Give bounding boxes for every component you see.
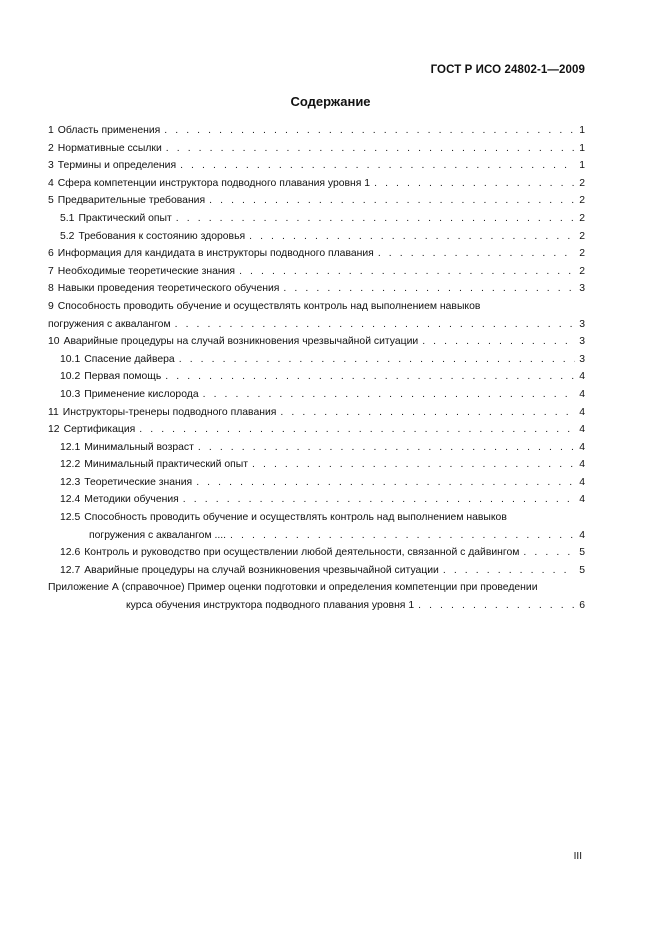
toc-entry-number: 2 bbox=[48, 142, 54, 154]
dot-leader bbox=[252, 456, 575, 474]
toc-entry-page: 4 bbox=[579, 459, 585, 471]
toc-entry-10-3[interactable] bbox=[48, 386, 585, 404]
toc-entry-title: Минимальный практический опыт bbox=[84, 459, 249, 471]
toc-entry-10[interactable] bbox=[48, 333, 585, 351]
toc-entry-continuation bbox=[60, 527, 585, 545]
toc-entry-12-2[interactable] bbox=[48, 456, 585, 474]
toc-entry-title: Первая помощь bbox=[84, 371, 162, 383]
toc-entry-title: Контроль и руководство при осуществлении любой деятельности, связанной с дайвингом bbox=[84, 547, 520, 559]
toc-entry-line: Приложение А (справочное) Пример оценки подготовки и определения компетенции при проведении bbox=[48, 582, 538, 594]
toc-entry-10-2[interactable] bbox=[48, 368, 585, 386]
dot-leader bbox=[209, 192, 575, 210]
toc-entry-title: Сфера компетенции инструктора подводного плавания уровня 1 bbox=[57, 177, 371, 189]
toc-entry-number: 12.6 bbox=[60, 547, 81, 559]
dot-leader bbox=[176, 210, 575, 228]
toc-entry-page: 4 bbox=[579, 371, 585, 383]
toc-entry-page: 2 bbox=[579, 265, 585, 277]
page-number: III bbox=[573, 851, 582, 862]
toc-entry-title: Сертификация bbox=[63, 424, 136, 436]
toc-entry-6[interactable] bbox=[48, 245, 585, 263]
toc-entry-12-1[interactable] bbox=[48, 439, 585, 457]
dot-leader bbox=[374, 175, 575, 193]
toc-entry-page: 1 bbox=[579, 142, 585, 154]
toc-entry-continuation bbox=[48, 597, 585, 615]
toc-entry-7[interactable] bbox=[48, 263, 585, 281]
toc-entry-5-1[interactable] bbox=[48, 210, 585, 228]
toc-entry-page: 4 bbox=[579, 476, 585, 488]
toc-entry-title: Аварийные процедуры на случай возникновения чрезвычайной ситуации bbox=[84, 564, 439, 576]
toc-entry-page: 4 bbox=[579, 529, 585, 541]
dot-leader bbox=[175, 316, 575, 334]
toc-entry-12-5[interactable] bbox=[48, 509, 585, 544]
toc-entry-page: 4 bbox=[579, 388, 585, 400]
toc-entry-number: 7 bbox=[48, 265, 54, 277]
toc-entry-12-7[interactable] bbox=[48, 562, 585, 580]
toc-entry-page: 2 bbox=[579, 248, 585, 260]
toc-entry-title: Область применения bbox=[57, 125, 161, 136]
toc-entry-number: 9 bbox=[48, 300, 54, 312]
toc-entry-title: Требования к состоянию здоровья bbox=[78, 230, 246, 242]
toc-entry-title: Инструкторы-тренеры подводного плавания bbox=[62, 406, 277, 418]
table-of-contents bbox=[48, 122, 585, 615]
toc-entry-title: Способность проводить обучение и осуществлять контроль над выполнением навыков bbox=[57, 300, 481, 312]
toc-entry-number: 5.2 bbox=[60, 230, 75, 242]
toc-entry-title: Термины и определения bbox=[57, 160, 177, 172]
toc-entry-5[interactable] bbox=[48, 192, 585, 210]
toc-entry-page: 4 bbox=[579, 406, 585, 418]
dot-leader bbox=[164, 122, 575, 140]
toc-entry-number: 5 bbox=[48, 195, 54, 207]
toc-entry-page: 5 bbox=[579, 547, 585, 559]
toc-entry-number: 12.5 bbox=[60, 512, 81, 524]
dot-leader bbox=[239, 263, 575, 281]
toc-entry-title-continued: курса обучения инструктора подводного плавания уровня 1 bbox=[126, 600, 415, 612]
toc-entry-4[interactable] bbox=[48, 175, 585, 193]
toc-entry-number: 6 bbox=[48, 248, 54, 260]
toc-entry-page: 2 bbox=[579, 230, 585, 242]
toc-entry-title: Методики обучения bbox=[84, 494, 179, 506]
toc-entry-title: Теоретические знания bbox=[84, 476, 193, 488]
toc-entry-9[interactable] bbox=[48, 298, 585, 333]
toc-entry-page: 5 bbox=[579, 564, 585, 576]
toc-entry-page: 3 bbox=[579, 353, 585, 365]
toc-entry-12-6[interactable] bbox=[48, 544, 585, 562]
toc-entry-title: Навыки проведения теоретического обучения bbox=[57, 283, 280, 295]
dot-leader bbox=[183, 491, 575, 509]
toc-entry-12[interactable] bbox=[48, 421, 585, 439]
toc-entry-number: 10 bbox=[48, 336, 60, 348]
toc-entry-page: 3 bbox=[579, 318, 585, 330]
dot-leader bbox=[249, 228, 575, 246]
dot-leader bbox=[378, 245, 575, 263]
toc-entry-title: Применение кислорода bbox=[84, 388, 199, 400]
toc-entry-number: 12.3 bbox=[60, 476, 81, 488]
toc-entry-title: Аварийные процедуры на случай возникновения чрезвычайной ситуации bbox=[63, 336, 419, 348]
toc-entry-page: 3 bbox=[579, 283, 585, 295]
dot-leader bbox=[230, 527, 575, 545]
toc-entry-number: 4 bbox=[48, 177, 54, 189]
toc-entry-number: 10.3 bbox=[60, 388, 81, 400]
toc-entry-number: 10.2 bbox=[60, 371, 81, 383]
toc-entry-page: 2 bbox=[579, 177, 585, 189]
toc-entry-page: 2 bbox=[579, 212, 585, 224]
toc-entry-12-4[interactable] bbox=[48, 491, 585, 509]
dot-leader bbox=[196, 474, 575, 492]
toc-entry-2[interactable] bbox=[48, 140, 585, 158]
toc-entry-page: 6 bbox=[579, 600, 585, 612]
dot-leader bbox=[198, 439, 575, 457]
toc-entry-page: 4 bbox=[579, 494, 585, 506]
toc-entry-number: 8 bbox=[48, 283, 54, 295]
toc-entry-line bbox=[48, 298, 585, 316]
dot-leader bbox=[180, 157, 575, 175]
toc-entry-title: Предварительные требования bbox=[57, 195, 206, 207]
toc-entry-10-1[interactable] bbox=[48, 351, 585, 369]
toc-entry-title: Информация для кандидата в инструкторы подводного плавания bbox=[57, 248, 374, 260]
dot-leader bbox=[280, 404, 575, 422]
toc-entry-page: 2 bbox=[579, 195, 585, 207]
toc-entry-number: 12.4 bbox=[60, 494, 81, 506]
toc-entry-number: 3 bbox=[48, 160, 54, 172]
dot-leader bbox=[203, 386, 575, 404]
toc-entry-line bbox=[60, 509, 585, 527]
toc-entry-continuation bbox=[48, 316, 585, 334]
toc-entry-8[interactable] bbox=[48, 280, 585, 298]
toc-entry-page: 1 bbox=[579, 125, 585, 136]
toc-entry-appendix-a[interactable] bbox=[48, 579, 585, 614]
dot-leader bbox=[418, 597, 575, 615]
toc-entry-title: Практический опыт bbox=[78, 212, 172, 224]
toc-entry-page: 4 bbox=[579, 441, 585, 453]
toc-entry-page: 4 bbox=[579, 424, 585, 436]
dot-leader bbox=[443, 562, 575, 580]
dot-leader bbox=[523, 544, 575, 562]
dot-leader bbox=[283, 280, 575, 298]
dot-leader bbox=[139, 421, 575, 439]
dot-leader bbox=[166, 140, 575, 158]
dot-leader bbox=[179, 351, 575, 369]
toc-entry-title-continued: погружения с аквалангом .... bbox=[89, 529, 227, 541]
toc-entry-11[interactable] bbox=[48, 404, 585, 422]
toc-entry-number: 1 bbox=[48, 125, 54, 136]
toc-entry-number: 12.2 bbox=[60, 459, 81, 471]
toc-entry-5-2[interactable] bbox=[48, 228, 585, 246]
dot-leader bbox=[422, 333, 575, 351]
dot-leader bbox=[165, 368, 575, 386]
toc-entry-title: Минимальный возраст bbox=[84, 441, 194, 453]
toc-entry-number: 12.7 bbox=[60, 564, 81, 576]
standard-code: ГОСТ Р ИСО 24802-1—2009 bbox=[430, 64, 585, 76]
toc-entry-number: 11 bbox=[48, 406, 59, 418]
toc-entry-title: Нормативные ссылки bbox=[57, 142, 162, 154]
toc-entry-number: 5.1 bbox=[60, 212, 75, 224]
toc-entry-3[interactable] bbox=[48, 157, 585, 175]
toc-entry-number: 12.1 bbox=[60, 441, 81, 453]
toc-entry-title: Спасение дайвера bbox=[84, 353, 175, 365]
toc-entry-title: Необходимые теоретические знания bbox=[57, 265, 236, 277]
toc-entry-page: 1 bbox=[579, 160, 585, 172]
page-title: Содержание bbox=[290, 94, 371, 109]
toc-entry-number: 12 bbox=[48, 424, 60, 436]
toc-entry-title-continued: погружения с аквалангом bbox=[48, 318, 171, 330]
toc-entry-page: 3 bbox=[579, 336, 585, 348]
toc-entry-12-3[interactable] bbox=[48, 474, 585, 492]
toc-entry-title: Способность проводить обучение и осуществлять контроль над выполнением навыков bbox=[84, 512, 507, 524]
toc-entry-number: 10.1 bbox=[60, 353, 81, 365]
toc-entry-1[interactable] bbox=[48, 122, 585, 140]
